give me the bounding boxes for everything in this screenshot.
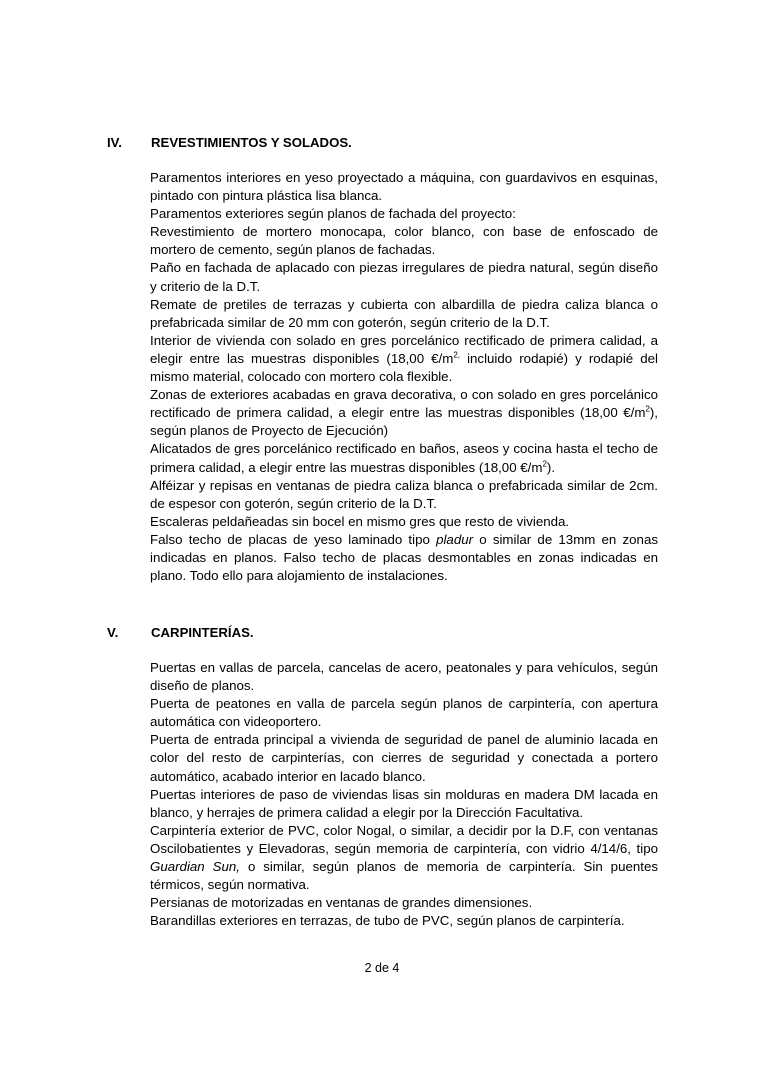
paragraph-text: Zonas de exteriores acabadas en grava decorativa, o con solado en gres porcelánico rectificado de primera calidad, a elegir entre las muestras disponibles (18,00 €/m xyxy=(150,387,658,421)
paragraph: Remate de pretiles de terrazas y cubierta con albardilla de piedra caliza blanca o prefabricada similar de 20 mm con goterón, según criterio de la D.T. xyxy=(150,296,658,330)
paragraph-text: incluido rodapié) y rodapié del mismo material, colocado con mortero cola flexible. xyxy=(150,350,658,385)
paragraph-text: o similar, según planos de memoria de carpintería. Sin puentes térmicos, según normativa. xyxy=(150,859,658,893)
paragraph xyxy=(150,822,658,894)
paragraph: Puertas interiores de paso de viviendas lisas sin molduras en madera DM lacada en blanco, y herrajes de primera calidad a elegir por la Dirección Facultativa. xyxy=(150,786,658,820)
paragraph xyxy=(150,332,658,386)
paragraph: Puerta de entrada principal a vivienda de seguridad de panel de aluminio lacada en color del resto de carpinterías, con cierres de seguridad y conectada a portero automático, acabado interior en lacado blanco. xyxy=(150,732,658,784)
paragraph: Paramentos interiores en yeso proyectado a máquina, con guardavivos en esquinas, pintado con pintura plástica lisa blanca. xyxy=(150,170,658,204)
paragraph-text: o similar de 13mm en zonas indicadas en planos. Falso techo de placas desmontables en zonas indicadas en plano. Todo ello para alojamiento de instalaciones. xyxy=(150,531,658,584)
paragraph xyxy=(150,386,658,440)
section-title: CARPINTERÍAS. xyxy=(151,625,254,640)
superscript: 2 xyxy=(542,459,547,469)
section-heading-v xyxy=(107,624,254,642)
section-body-v xyxy=(150,659,658,930)
paragraph: Paño en fachada de aplacado con piezas irregulares de piedra natural, según diseño y criterio de la D.T. xyxy=(150,260,658,294)
paragraph: Puerta de peatones en valla de parcela según planos de carpintería, con apertura automática con videoportero. xyxy=(150,696,658,730)
italic-term: pladur xyxy=(436,531,474,547)
paragraph: Revestimiento de mortero monocapa, color blanco, con base de enfoscado de mortero de cemento, según planos de fachadas. xyxy=(150,224,658,258)
paragraph-text: ), según planos de Proyecto de Ejecución) xyxy=(150,405,658,439)
section-number: IV. xyxy=(107,135,122,150)
paragraph: Paramentos exteriores según planos de fachada del proyecto: xyxy=(150,206,516,222)
paragraph-text: Interior de vivienda con solado en gres porcelánico rectificado de primera calidad, a elegir entre las muestras disponibles (18,00 €/m xyxy=(150,332,658,366)
section-heading-iv xyxy=(107,134,352,152)
superscript: 2, xyxy=(453,350,461,360)
page-number: 2 de 4 xyxy=(364,961,400,975)
paragraph-text: Carpintería exterior de PVC, color Nogal, o similar, a decidir por la D.F, con ventanas Oscilobatientes y Elevadoras, según memoria de carpintería, con vidrio 4/14/6, tipo xyxy=(150,822,658,856)
paragraph-text: Falso techo de placas de yeso laminado tipo xyxy=(150,531,437,547)
paragraph: Puertas en vallas de parcela, cancelas de acero, peatonales y para vehículos, según diseño de planos. xyxy=(150,660,658,694)
section-title: REVESTIMIENTOS Y SOLADOS. xyxy=(151,135,352,150)
paragraph-text: ). xyxy=(546,459,556,475)
paragraph-text: Alicatados de gres porcelánico rectificado en baños, aseos y cocina hasta el techo de primera calidad, a elegir entre las muestras disponibles (18,00 €/m xyxy=(150,441,658,475)
section-body-iv xyxy=(150,169,658,585)
paragraph: Escaleras peldañeadas sin bocel en mismo gres que resto de vivienda. xyxy=(150,513,570,529)
paragraph xyxy=(150,531,658,585)
paragraph: Barandillas exteriores en terrazas, de tubo de PVC, según planos de carpintería. xyxy=(150,913,625,929)
paragraph: Persianas de motorizadas en ventanas de grandes dimensiones. xyxy=(150,895,533,911)
italic-term: Guardian Sun, xyxy=(150,859,240,875)
superscript: 2 xyxy=(645,404,650,414)
paragraph: Alféizar y repisas en ventanas de piedra caliza blanca o prefabricada similar de 2cm. de espesor con goterón, según criterio de la D.T. xyxy=(150,477,658,511)
paragraph xyxy=(150,440,658,476)
section-number: V. xyxy=(107,625,119,640)
